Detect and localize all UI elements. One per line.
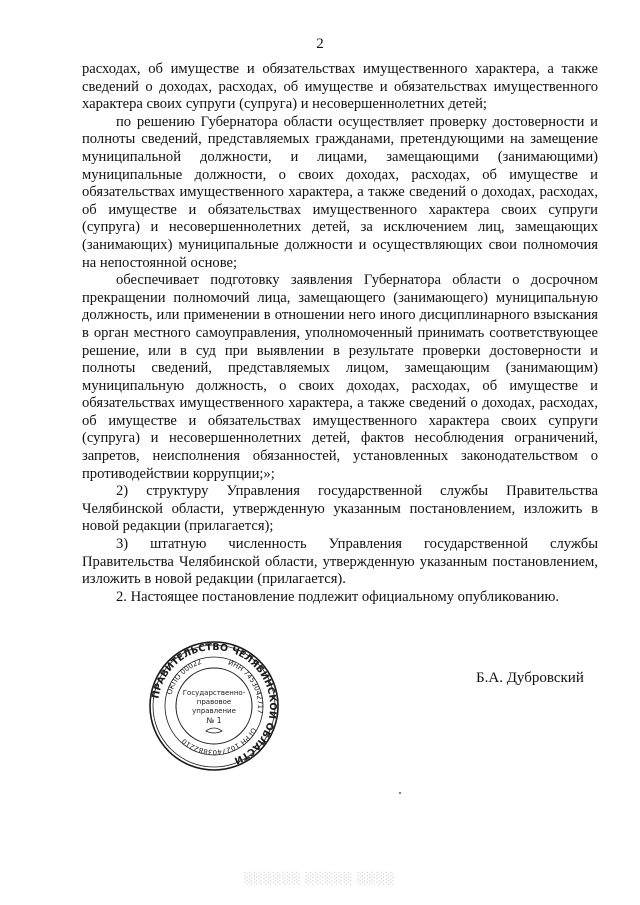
stamp-center-line1: Государственно-	[182, 689, 246, 697]
stamp-center-line3: управление	[192, 707, 236, 715]
stamp-center-line2: правовое	[196, 698, 232, 706]
paragraph-continuation: расходах, об имуществе и обязательствах имущественного характера, а также сведений о доходах, расходах, об имуществе и обязательствах имущественного характера своих супруги (супруга) и несовершеннолетних детей;	[82, 61, 598, 113]
stamp-inn: ИНН 7453042717	[226, 658, 265, 715]
stamp-outer-text: ПРАВИТЕЛЬСТВО ЧЕЛЯБИНСКОЙ ОБЛАСТИ	[150, 641, 279, 766]
paragraph-preparation-duty: обеспечивает подготовку заявления Губернатора области о досрочном прекращении полномочий лица, замещающего (занимающего) муниципальную должность, или применении в отношении него иного дисциплинарного взыскания в орган местного самоуправления, уполномоченный принимать соответствующее решение, или в суд при выявлении в результате проверки достоверности и полноты сведений, представляемых лицом, замещающим (занимающим) муниципальную должность, о своих доходах, расходах, об имуществе и обязательствах имущественного характера, а также сведений о доходах, расходах, об имуществе и обязательствах имущественного характера своих супруги (супруга) и несовершеннолетних детей, фактов несоблюдения ограничений, запретов, неисполнения обязанностей, установленных законодательством о противодействии коррупции;»;	[82, 272, 598, 482]
paragraph-structure-item: 2) структуру Управления государственной службы Правительства Челябинской области, утвержденную указанным постановлением, изложить в новой редакции (прилагается);	[82, 483, 598, 535]
paragraph-verification-duty: по решению Губернатора области осуществляет проверку достоверности и полноты сведений, представляемых гражданами, претендующими на замещение муниципальной должности, и лицами, замещающими (занимающими) муниципальные должности, о своих доходах, расходах, об имуществе и обязательствах имущественного характера, а также сведений о доходах, расходах, об имуществе и обязательствах имущественного характера своих супруги (супруга) и несовершеннолетних детей, за исключением лиц, замещающих (занимающих) муниципальные должности и осуществляющих свои полномочия на непостоянной основе;	[82, 113, 598, 271]
signer-name: Б.А. Дубровский	[476, 670, 584, 686]
stamp-center-line4: № 1	[206, 716, 222, 725]
page-number: 2	[316, 36, 324, 52]
stamp-emblem-icon	[206, 728, 222, 733]
stray-mark	[399, 792, 401, 794]
stamp-okpo: ОКПО 00022	[165, 657, 203, 696]
paragraph-staffing-item: 3) штатную численность Управления государственной службы Правительства Челябинской области, утвержденную указанным постановлением, изложить в новой редакции (прилагается).	[82, 536, 598, 588]
stamp-ogrn: ОГРН 1027403882210	[180, 726, 258, 757]
document-body	[82, 61, 598, 606]
official-stamp	[148, 640, 280, 772]
faint-footer-mark: ░░░░░░ ░░░░░ ░░░░	[244, 872, 396, 885]
paragraph-publication: 2. Настоящее постановление подлежит официальному опубликованию.	[116, 588, 560, 605]
